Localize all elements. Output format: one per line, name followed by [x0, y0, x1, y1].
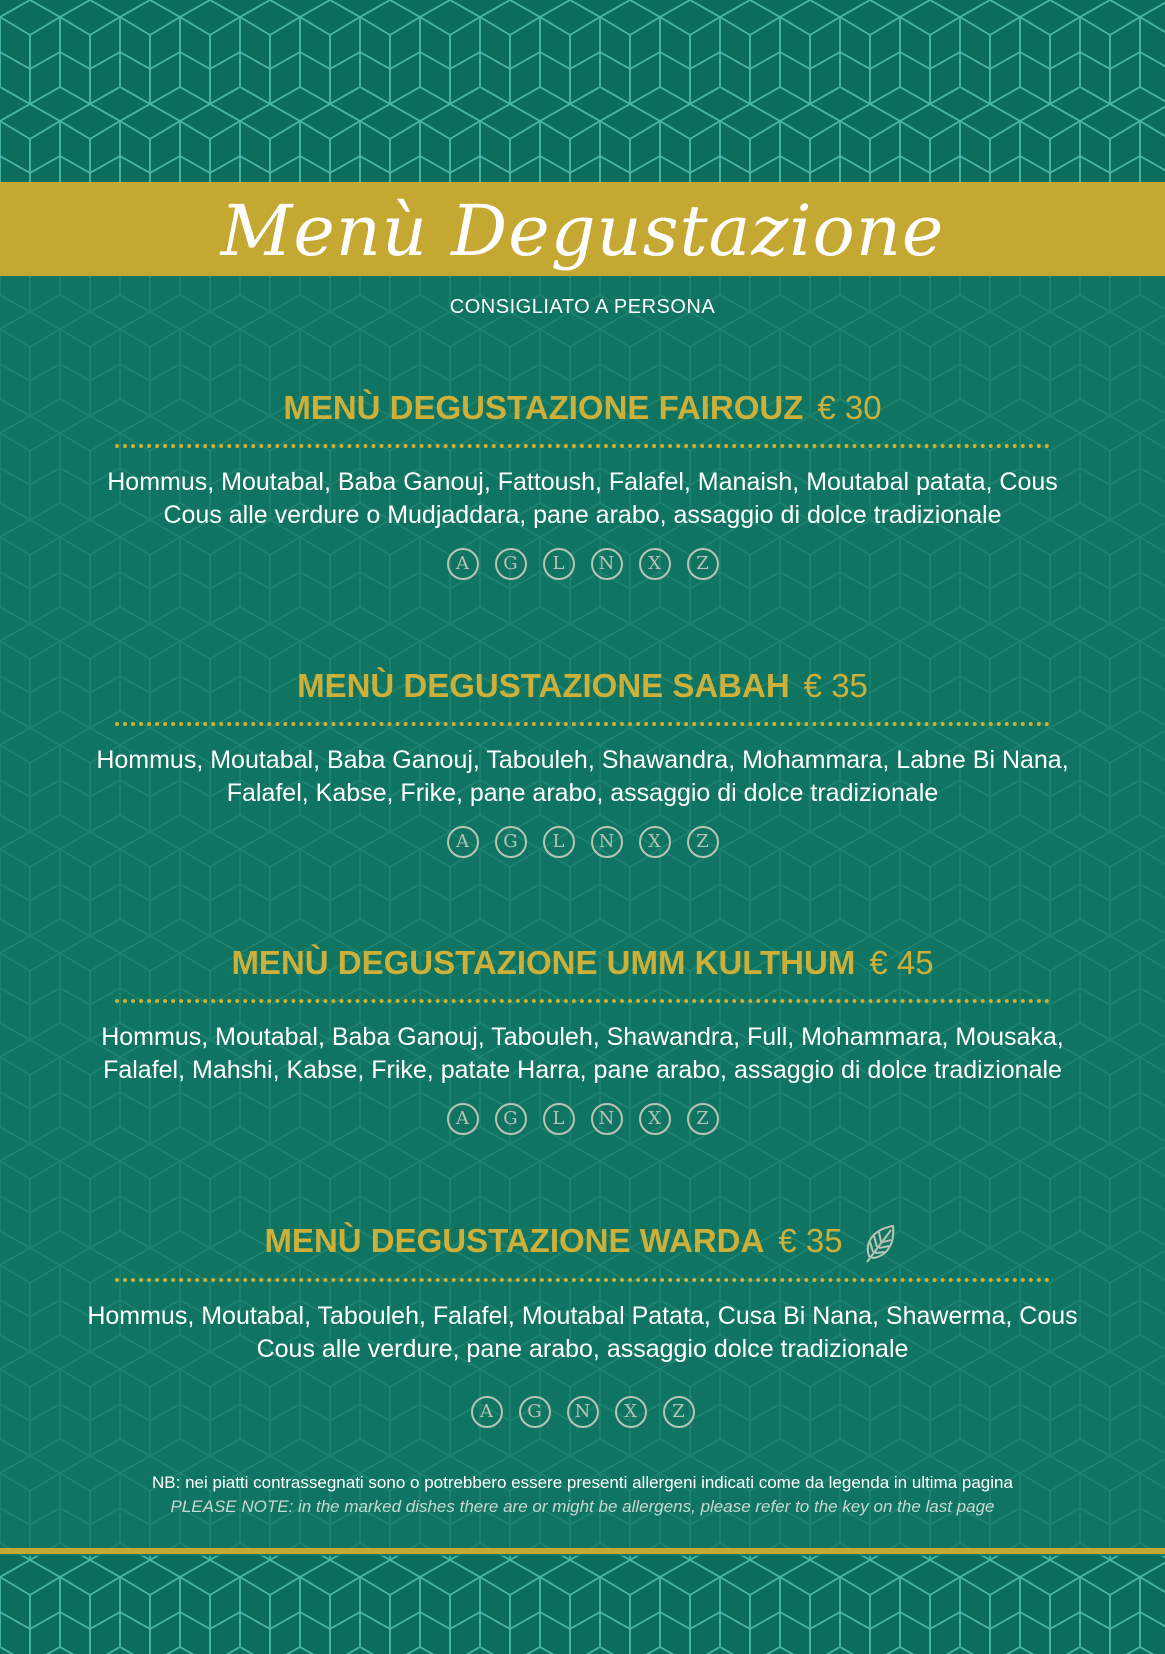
dotted-divider	[115, 999, 1050, 1003]
menu-price: € 45	[869, 944, 934, 981]
allergen-badge: A	[447, 1103, 479, 1135]
menu-name: MENÙ DEGUSTAZIONE FAIROUZ	[283, 389, 804, 426]
menu-name: MENÙ DEGUSTAZIONE WARDA	[264, 1222, 765, 1259]
allergen-badge: G	[495, 548, 527, 580]
allergen-footnote-it: NB: nei piatti contrassegnati sono o potrebbero essere presenti allergeni indicati come da legenda in ultima pagina	[152, 1473, 1013, 1492]
menu-section-sabah	[80, 664, 1085, 860]
allergen-badge: X	[639, 548, 671, 580]
allergen-list	[80, 1396, 1085, 1430]
menu-heading	[80, 1219, 1085, 1264]
menu-name: MENÙ DEGUSTAZIONE SABAH	[297, 667, 790, 704]
allergen-badge: L	[543, 548, 575, 580]
allergen-badge: N	[567, 1396, 599, 1428]
allergen-badge: Z	[687, 548, 719, 580]
allergen-badge: L	[543, 826, 575, 858]
dotted-divider	[115, 1278, 1050, 1282]
menu-section-umm-kulthum	[80, 941, 1085, 1137]
menu-heading	[80, 386, 1085, 430]
leaf-icon	[861, 1222, 901, 1264]
bottom-gold-line	[0, 1548, 1165, 1554]
page-title: Menù Degustazione	[220, 190, 945, 272]
menu-price: € 35	[803, 667, 868, 704]
menu-section-warda	[80, 1219, 1085, 1430]
page-subtitle: CONSIGLIATO A PERSONA	[449, 296, 716, 318]
menu-items: Hommus, Moutabal, Baba Ganouj, Tabouleh, Shawandra, Mohammara, Labne Bi Nana, Falafel, Kabse, Frike, pane arabo, assaggio di dolce tradizionale	[96, 746, 1069, 807]
allergen-badge: A	[471, 1396, 503, 1428]
menu-price: € 30	[817, 389, 882, 426]
menu-items: Hommus, Moutabal, Baba Ganouj, Tabouleh, Shawandra, Full, Mohammara, Mousaka, Falafel, Mahshi, Kabse, Frike, patate Harra, pane arabo, assaggio di dolce tradizionale	[101, 1023, 1064, 1084]
allergen-badge: Z	[687, 1103, 719, 1135]
allergen-badge: X	[639, 826, 671, 858]
allergen-badge: A	[447, 548, 479, 580]
allergen-badge: G	[495, 826, 527, 858]
allergen-badge: N	[591, 826, 623, 858]
allergen-badge: G	[495, 1103, 527, 1135]
allergen-footnote-en: PLEASE NOTE: in the marked dishes there are or might be allergens, please refer to the key on the last page	[170, 1497, 995, 1516]
dotted-divider	[115, 722, 1050, 726]
allergen-badge: L	[543, 1103, 575, 1135]
menu-items: Hommus, Moutabal, Baba Ganouj, Fattoush, Falafel, Manaish, Moutabal patata, Cous Cous alle verdure o Mudjaddara, pane arabo, assaggio di dolce tradizionale	[107, 468, 1058, 529]
menu-price: € 35	[778, 1222, 843, 1259]
allergen-badge: N	[591, 1103, 623, 1135]
allergen-list	[80, 826, 1085, 860]
allergen-badge: G	[519, 1396, 551, 1428]
dotted-divider	[115, 444, 1050, 448]
allergen-badge: X	[639, 1103, 671, 1135]
allergen-badge: N	[591, 548, 623, 580]
menu-section-fairouz	[80, 386, 1085, 582]
menu-heading	[80, 941, 1085, 985]
allergen-badge: X	[615, 1396, 647, 1428]
allergen-list	[80, 548, 1085, 582]
allergen-badge: Z	[687, 826, 719, 858]
menu-heading	[80, 664, 1085, 708]
menu-name: MENÙ DEGUSTAZIONE UMM KULTHUM	[231, 944, 856, 981]
allergen-list	[80, 1103, 1085, 1137]
allergen-badge: A	[447, 826, 479, 858]
menu-items: Hommus, Moutabal, Tabouleh, Falafel, Moutabal Patata, Cusa Bi Nana, Shawerma, Cous Cous alle verdure, pane arabo, assaggio dolce tradizionale	[87, 1302, 1078, 1364]
allergen-badge: Z	[663, 1396, 695, 1428]
